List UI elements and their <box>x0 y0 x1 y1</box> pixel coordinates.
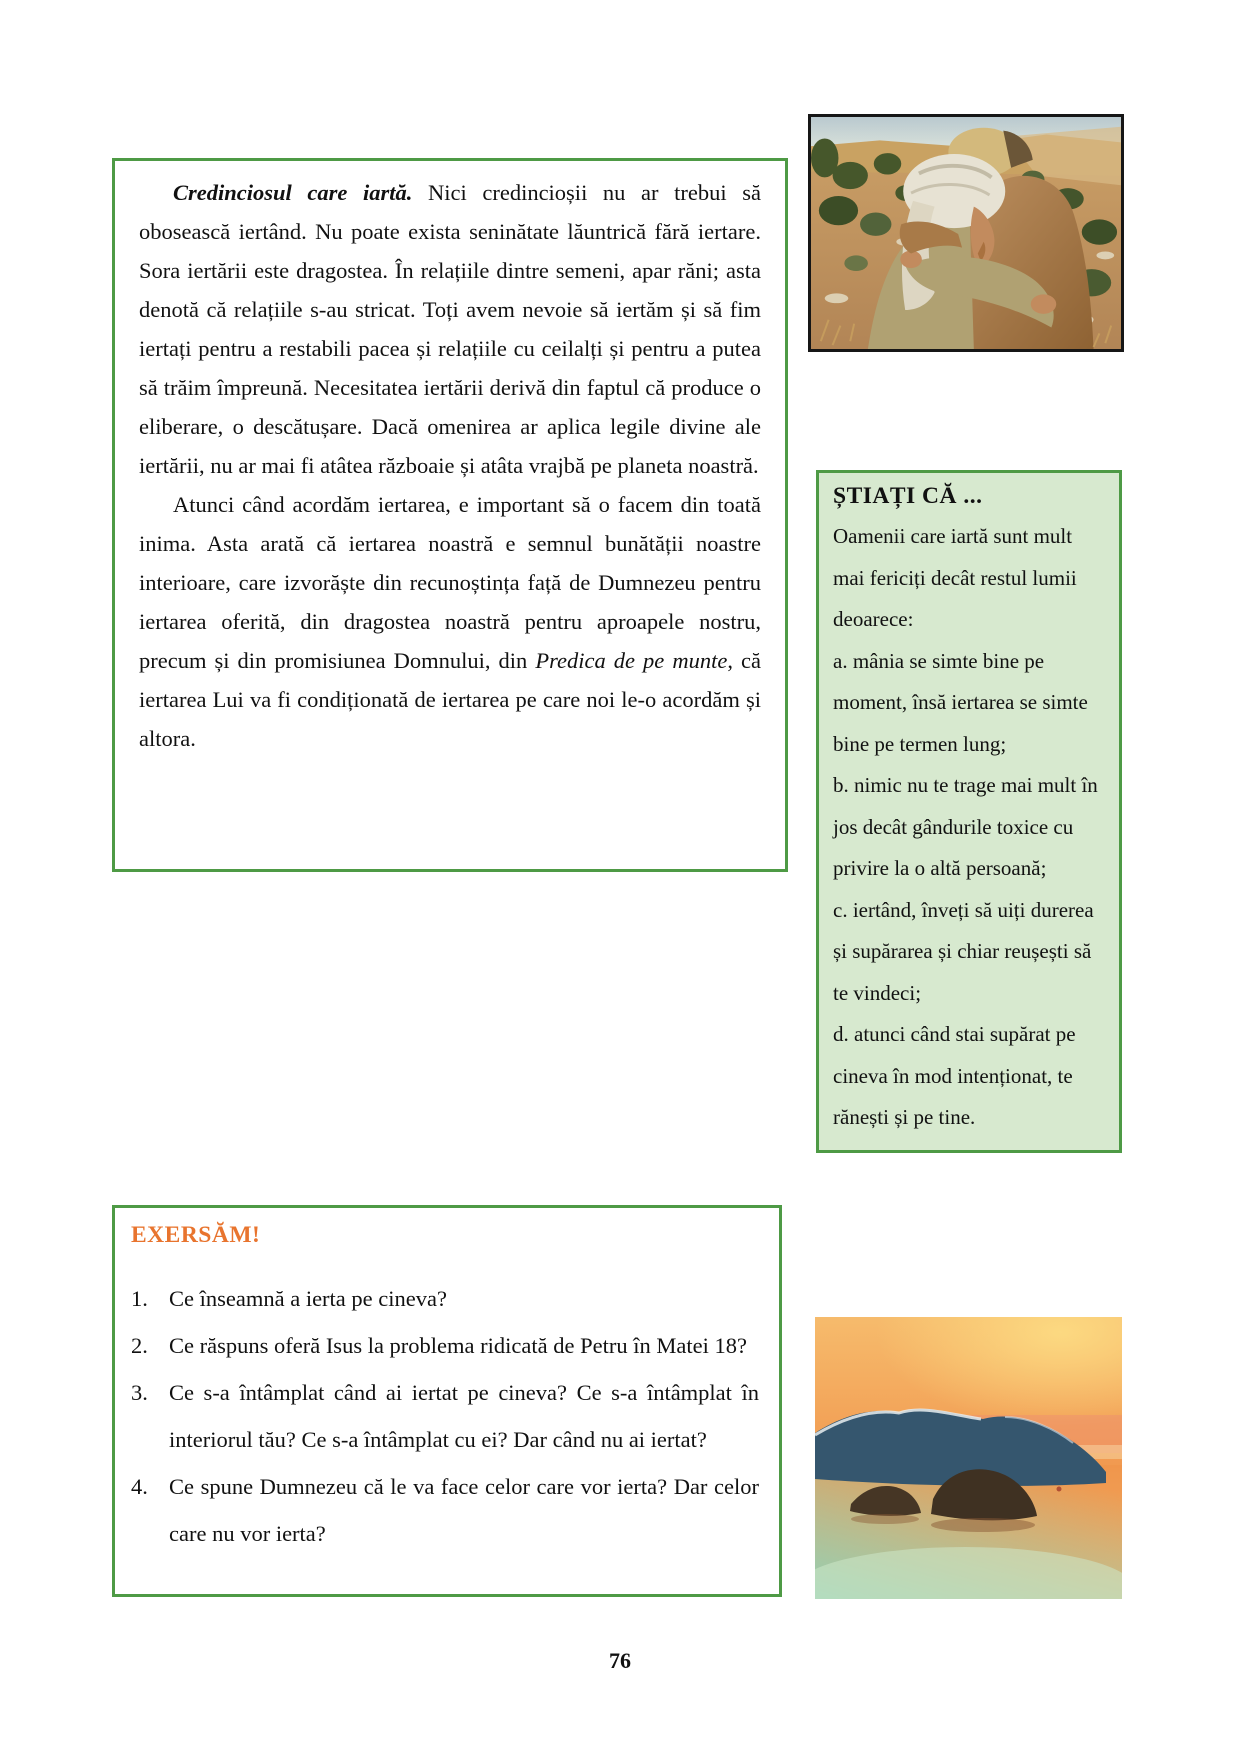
question-1 <box>131 1275 759 1322</box>
paragraph-wholehearted-forgiveness <box>139 485 761 758</box>
question-2-number: 2. <box>131 1333 148 1358</box>
question-1-text: Ce înseamnă a ierta pe cineva? <box>169 1286 447 1311</box>
question-3-text: Ce s-a întâmplat când ai iertat pe cineva? Ce s-a întâmplat în interiorul tău? Ce s-a întâmplat cu ei? Dar când nu ai iertat? <box>169 1380 759 1452</box>
question-4 <box>131 1463 759 1557</box>
sunset-photo <box>815 1317 1122 1599</box>
paragraph-forgiving-believer <box>139 173 761 485</box>
exercises-title: EXERSĂM! <box>131 1222 261 1248</box>
question-4-number: 4. <box>131 1474 148 1499</box>
question-1-number: 1. <box>131 1286 148 1311</box>
did-you-know-title: ȘTIAȚI CĂ ... <box>833 483 983 509</box>
sunset-photo-art <box>815 1317 1122 1599</box>
paragraph-2-body-end: , că iertarea Lui va fi condiționată de iertarea pe care noi le-o acordăm și altora. <box>139 648 761 751</box>
question-3-number: 3. <box>131 1380 148 1405</box>
page-number: 76 <box>609 1648 631 1673</box>
did-you-know-item-d: d. atunci când stai supărat pe cineva în mod intenționat, te rănești și pe tine. <box>833 1022 1076 1129</box>
paragraph-2-body-start: Atunci când acordăm iertarea, e important să o facem din toată inima. Asta arată că iertarea noastră e semnul bunătății noastre interioare, care izvorăște din recunoștința față de Dumnezeu pentru iertarea oferită, din dragostea noastră pentru aproapele nostru, precum și din promisiunea Domnului, din <box>139 492 761 673</box>
did-you-know-box <box>816 470 1122 1153</box>
did-you-know-intro: Oamenii care iartă sunt mult mai fericiți decât restul lumii deoarece: <box>833 524 1077 631</box>
paragraph-1-body: Nici credincioșii nu ar trebui să obosească iertând. Nu poate exista seninătate lăuntrică fără iertare. Sora iertării este dragostea. În relațiile dintre semeni, apar răni; asta denotă că relațiile s-au stricat. Toți avem nevoie să iertăm și să fim iertați pentru a restabili pacea și relațiile cu ceilalți și pentru a putea să trăim împreună. Necesitatea iertării derivă din faptul că produce o eliberare, o descătușare. Dacă omenirea ar aplica legile divine ale iertării, nu ar mai fi atâtea războaie și atâta vrajbă pe planeta noastră. <box>139 180 761 478</box>
main-text-box <box>112 158 788 872</box>
did-you-know-item-c: c. iertând, înveți să uiți durerea și supărarea și chiar reușești să te vindeci; <box>833 897 1094 1005</box>
book-title-italic: Predica de pe munte <box>535 648 728 673</box>
question-4-text: Ce spune Dumnezeu că le va face celor care vor ierta? Dar celor care nu vor ierta? <box>169 1474 759 1546</box>
question-3 <box>131 1369 759 1463</box>
did-you-know-item-b: b. nimic nu te trage mai mult în jos decât gândurile toxice cu privire la o altă persoană; <box>833 773 1098 880</box>
embrace-photo <box>808 114 1124 352</box>
did-you-know-item-a: a. mânia se simte bine pe moment, însă iertarea se simte bine pe termen lung; <box>833 648 1088 756</box>
question-2 <box>131 1322 759 1369</box>
question-2-text: Ce răspuns oferă Isus la problema ridicată de Petru în Matei 18? <box>169 1333 747 1358</box>
embrace-photo-art <box>811 117 1121 349</box>
paragraph-lead-title: Credinciosul care iartă. <box>173 180 413 205</box>
exercises-box <box>112 1205 782 1597</box>
